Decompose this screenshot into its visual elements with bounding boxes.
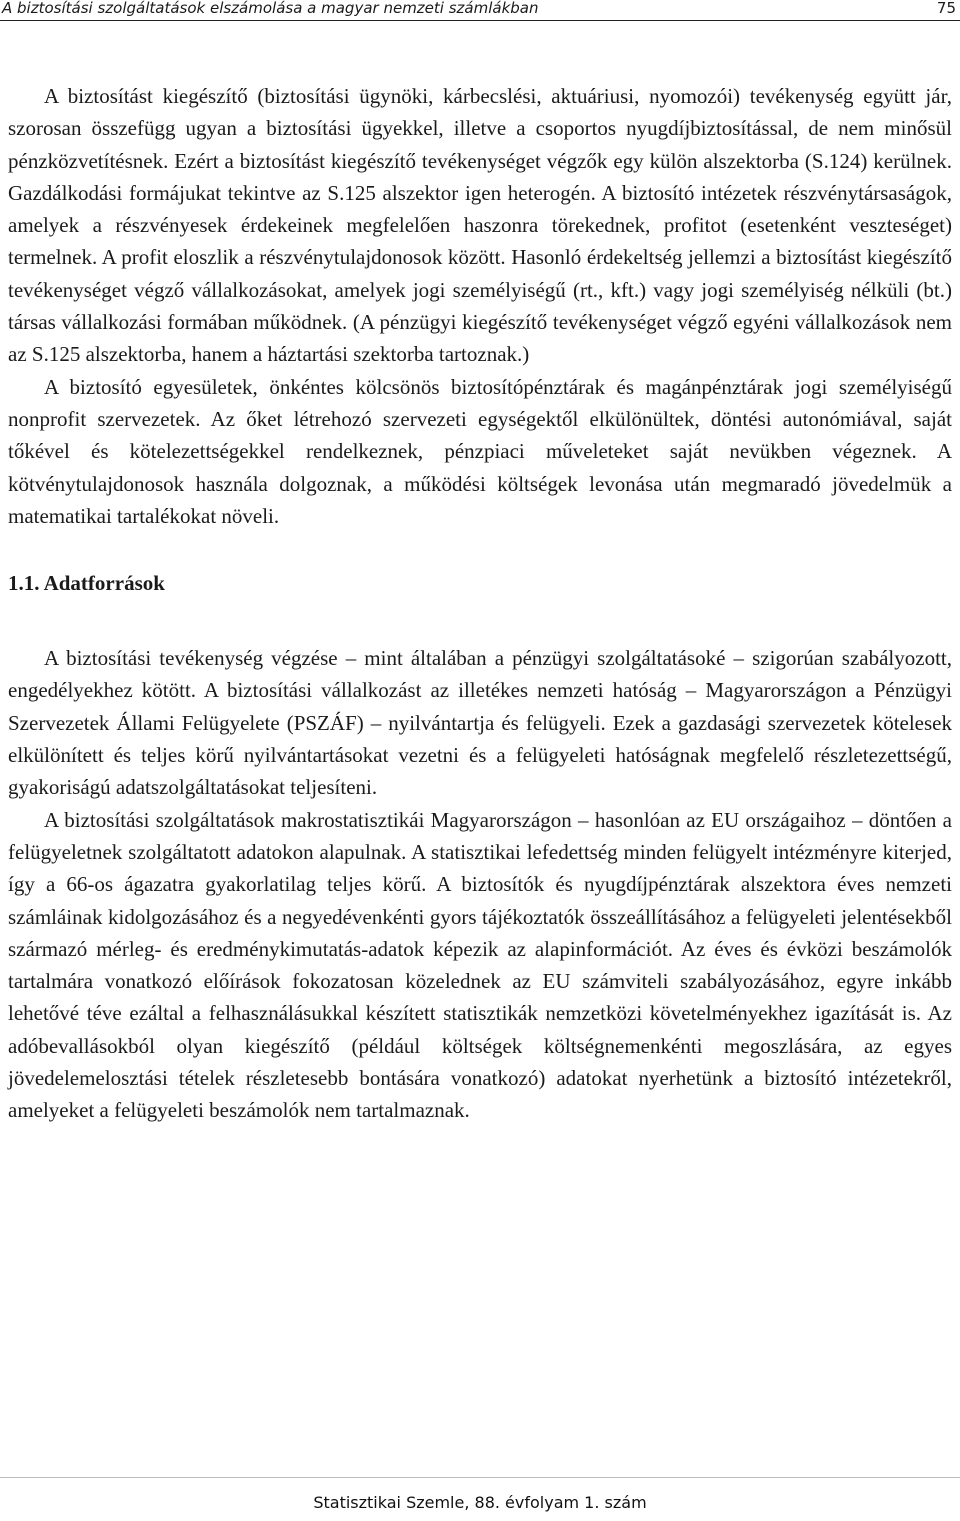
section-heading: 1.1. Adatforrások [8,571,165,596]
body-paragraph: A biztosítási szolgáltatások makrostatisztikái Magyarországon – hasonlóan az EU országaihoz – döntően a felügyeletnek szolgáltatott adatokon alapulnak. A statisztikai lefedettség minden felügyelt intézményre kiterjed, így a 66-os ágazatra gyakorlatilag teljes körű. A biztosítók és nyugdíjpénztárak alszektora éves nemzeti számláinak kidolgozásához és a negyedévenkénti gyors tájékoztatók összeállításához a felügyeleti jelentésekből származó mérleg- és eredménykimutatás-adatok képezik az alapinformációt. Az éves és évközi beszámolók tartalmára vonatkozó előírások fokozatosan közelednek az EU számviteli szabályozásához, egyre inkább lehetővé téve ezáltal a felhasználásukkal készített statisztikák nemzetközi követelményekhez igazítását is. Az adóbevallásokból olyan kiegészítő (például költségek költségnemenkénti megoszlására, az egyes jövedelemelosztási tételek részletesebb bontására vonatkozó) adatokat nyerhetünk a biztosító intézetekről, amelyeket a felügyeleti beszámolók nem tartalmaznak. [8,807,952,1123]
page-number: 75 [936,0,956,17]
footer-divider [0,1477,960,1478]
body-paragraph: A biztosítást kiegészítő (biztosítási ügynöki, kárbecslési, aktuáriusi, nyomozói) tevékenység együtt jár, szorosan összefügg ugyan a biztosítási ügyekkel, illetve a csoportos nyugdíjbiztosítással, de nem minősül pénzközvetítésnek. Ezért a biztosítást kiegészítő tevékenységet végzők egy külön alszektorba (S.124) kerülnek. Gazdálkodási formájukat tekintve az S.125 alszektor igen heterogén. A biztosító intézetek részvénytársaságok, amelyek a részvényesek érdekeinek megfelelően haszonra törekednek, profitot (esetenként veszteséget) termelnek. A profit eloszlik a részvénytulajdonosok között. Hasonló érdekeltség jellemzi a biztosítást kiegészítő tevékenységet végző vállalkozásokat, amelyek jogi személyiségű (rt., kft.) vagy jogi személyiség nélküli (bt.) társas vállalkozási formában működnek. (A pénzügyi kiegészítő tevékenységet végző egyéni vállalkozások nem az S.125 alszektorba, hanem a háztartási szektorba tartoznak.) [8,84,952,367]
spacer [8,532,952,567]
body-paragraph: A biztosító egyesületek, önkéntes kölcsönös biztosítópénztárak és magánpénztárak jogi személyiségű nonprofit szervezetek. Az őket létrehozó szervezeti egységektől elkülönültek, döntési autonómiával, saját tőkével és kötelezettségekkel rendelkeznek, pénzpiaci műveleteket saját nevükben végeznek. A kötvénytulajdonosok használa dolgoznak, a működési költségek levonása után megmaradó jövedelmük a matematikai tartalékokat növeli. [8,374,952,528]
spacer [8,599,952,642]
running-footer: Statisztikai Szemle, 88. évfolyam 1. szám [313,1493,647,1512]
article-body [8,80,952,1127]
running-header-title: A biztosítási szolgáltatások elszámolása a magyar nemzeti számlákban [2,0,539,17]
running-header [0,0,960,21]
body-paragraph: A biztosítási tevékenység végzése – mint általában a pénzügyi szolgáltatásoké – szigorúan szabályozott, engedélyekhez kötött. A biztosítási vállalkozást az illetékes nemzeti hatóság – Magyarországon a Pénzügyi Szervezetek Állami Felügyelete (PSZÁF) – nyilvántartja és felügyeli. Ezek a gazdasági szervezetek kötelesek elkülönített és teljes körű nyilvántartásokat vezetni és a felügyeleti hatóságnak megfelelő részletezettségű, gyakoriságú adatszolgáltatásokat teljesíteni. [8,646,952,800]
